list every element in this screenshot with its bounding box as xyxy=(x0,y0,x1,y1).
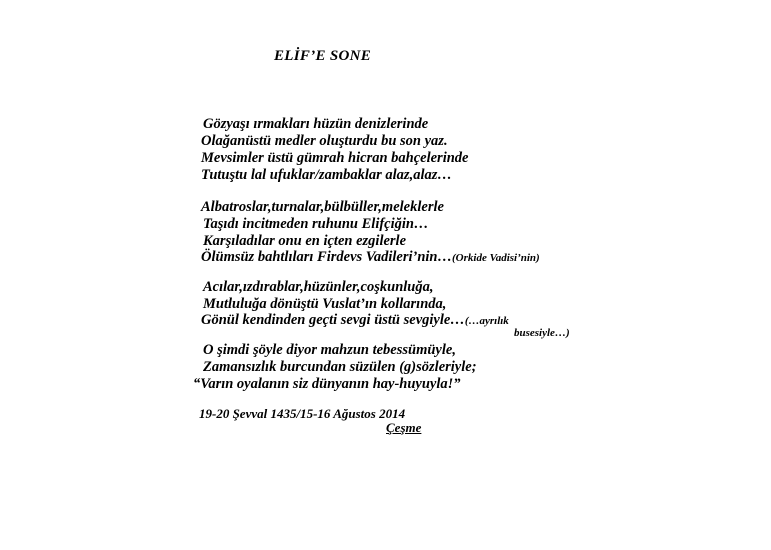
poem-date: 19-20 Şevval 1435/15-16 Ağustos 2014 xyxy=(199,406,406,421)
poem-line: “Varın oyalanın siz dünyanın hay-huyuyla!” xyxy=(193,376,461,392)
poem-line: O şimdi şöyle diyor mahzun tebessümüyle, xyxy=(203,342,456,358)
poem-note: (Orkide Vadisi’nin) xyxy=(452,252,540,264)
poem-line: Zamansızlık burcundan süzülen (g)sözleriyle; xyxy=(203,359,477,375)
poem-line: Olağanüstü medler oluşturdu bu son yaz. xyxy=(201,133,448,149)
poem-line: Albatroslar,turnalar,bülbüller,meleklerle xyxy=(201,199,444,215)
poem-line: Tutuştu lal ufuklar/zambaklar alaz,alaz… xyxy=(201,167,452,183)
poem-line: Ölümsüz bahtlıları Firdevs Vadileri’nin… xyxy=(201,249,452,265)
poem-line: Mutluluğa dönüştü Vuslat’ın kollarında, xyxy=(203,296,447,312)
poem-line: Karşıladılar onu en içten ezgilerle xyxy=(203,233,407,249)
poem-title: ELİF’E SONE xyxy=(274,48,372,64)
poem-line: Gönül kendinden geçti sevgi üstü sevgiyle… xyxy=(201,312,465,328)
poem-note: (…ayrılık xyxy=(464,315,509,327)
poem-line: Acılar,ızdırablar,hüzünler,coşkunluğa, xyxy=(203,279,434,295)
poem-line-with-note xyxy=(201,312,509,330)
poem-place: Çeşme xyxy=(386,420,422,435)
poem-line: Taşıdı incitmeden ruhunu Elifçiğin… xyxy=(203,216,429,232)
poem-line: Mevsimler üstü gümrah hicran bahçelerinde xyxy=(201,150,469,166)
poem-note-continued: busesiyle…) xyxy=(514,327,570,339)
poem-line: Gözyaşı ırmakları hüzün denizlerinde xyxy=(203,116,429,132)
poem-line-with-note xyxy=(201,249,540,267)
